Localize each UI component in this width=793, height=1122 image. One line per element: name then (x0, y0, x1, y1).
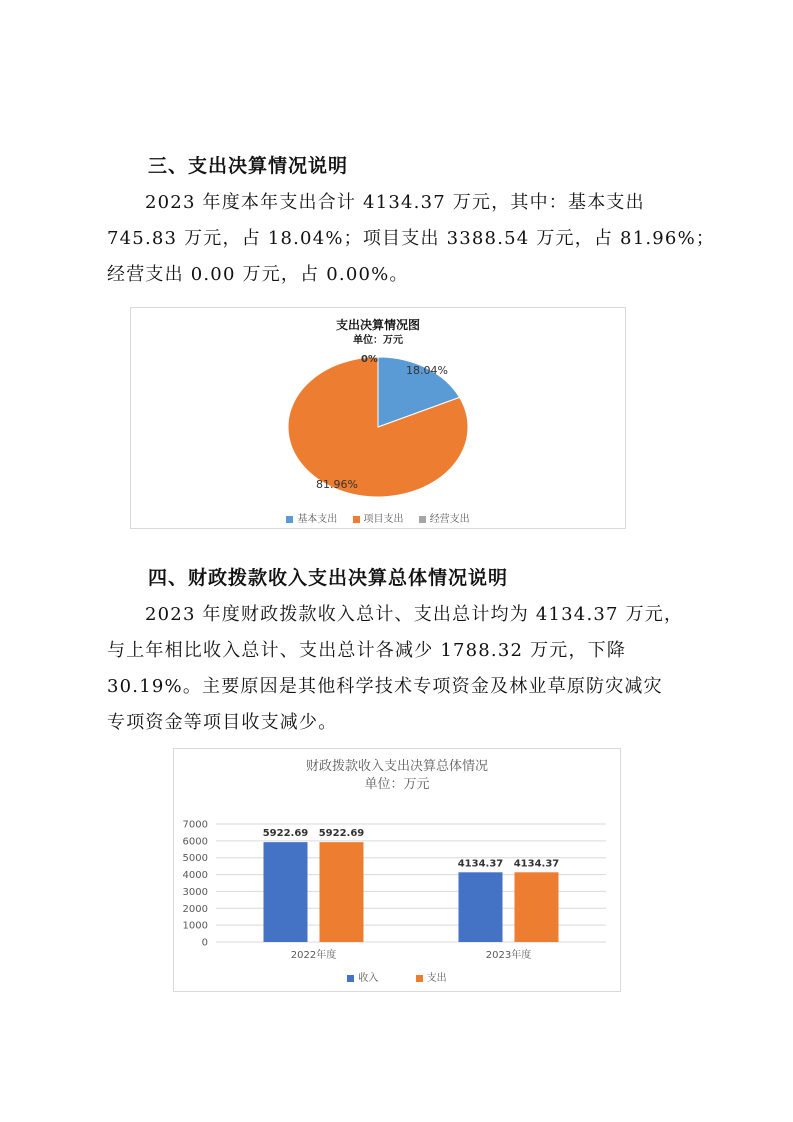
bar-category-2023: 2023年度 (485, 950, 532, 961)
bar-label-expense-2022: 5922.69 (318, 828, 365, 840)
pie-legend-label-business: 经营支出 (429, 514, 470, 525)
bar-expense-2022 (320, 842, 364, 942)
pie-legend-item (353, 510, 404, 525)
bar-label-income-2022: 5922.69 (262, 828, 309, 840)
pie-legend-label-project: 项目支出 (363, 514, 404, 525)
bar-legend-label-income: 收入 (358, 973, 379, 984)
bar-ytick-label: 1000 (182, 920, 208, 932)
pie-label-basic: 18.04% (406, 364, 448, 377)
bar-legend-item (347, 969, 378, 984)
pie-chart-title: 支出决算情况图 (335, 318, 420, 332)
section4-line-1: 2023 年度财政拨款收入总计、支出总计均为 4134.37 万元， (145, 604, 684, 625)
bar-chart-subtitle: 单位：万元 (364, 777, 430, 792)
bar-ytick-label: 2000 (182, 903, 208, 915)
bar-legend (174, 969, 620, 984)
section4-line-3: 30.19%。主要原因是其他科学技术专项资金及林业草原防灾减灾 (107, 676, 663, 697)
bar-chart-svg (174, 749, 620, 974)
bar-legend-item (416, 969, 447, 984)
bar-income-2023 (459, 872, 503, 942)
pie-legend-item (286, 510, 337, 525)
section3-line-2: 745.83 万元，占 18.04%；项目支出 3388.54 万元，占 81.96%； (107, 228, 716, 249)
bar-ytick-label: 3000 (182, 886, 208, 898)
bar-expense-2023 (515, 872, 559, 942)
pie-legend-label-basic: 基本支出 (297, 514, 338, 525)
bar-label-expense-2023: 4134.37 (513, 858, 560, 870)
pie-label-business: 0% (361, 354, 378, 365)
bar-chart-box (173, 748, 621, 992)
pie-legend-item (419, 510, 470, 525)
bar-ytick-label: 4000 (182, 870, 208, 882)
bar-label-income-2023: 4134.37 (457, 858, 504, 870)
pie-label-project: 81.96% (316, 478, 358, 491)
bar-ytick-label: 7000 (182, 819, 208, 831)
pie-legend (131, 510, 625, 525)
bar-chart-title: 财政拨款收入支出决算总体情况 (305, 759, 488, 774)
section3-line-1: 2023 年度本年支出合计 4134.37 万元，其中：基本支出 (145, 192, 645, 213)
pie-chart-svg (131, 308, 625, 508)
section4-heading: 四、财政拨款收入支出决算总体情况说明 (148, 567, 509, 589)
pie-chart-subtitle: 单位：万元 (353, 335, 403, 346)
bar-ytick-label: 5000 (182, 853, 208, 865)
bar-income-2022 (264, 842, 308, 942)
pie-chart-box (130, 307, 626, 529)
bar-ytick-label: 0 (201, 937, 208, 949)
bar-category-2022: 2022年度 (290, 950, 337, 961)
section4-line-4: 专项资金等项目收支减少。 (107, 712, 338, 733)
section3-line-3: 经营支出 0.00 万元，占 0.00%。 (107, 264, 409, 285)
section4-line-2: 与上年相比收入总计、支出总计各减少 1788.32 万元，下降 (107, 640, 627, 661)
section3-heading: 三、支出决算情况说明 (148, 155, 349, 177)
bar-legend-label-expense: 支出 (426, 973, 447, 984)
bar-ytick-label: 6000 (182, 836, 208, 848)
